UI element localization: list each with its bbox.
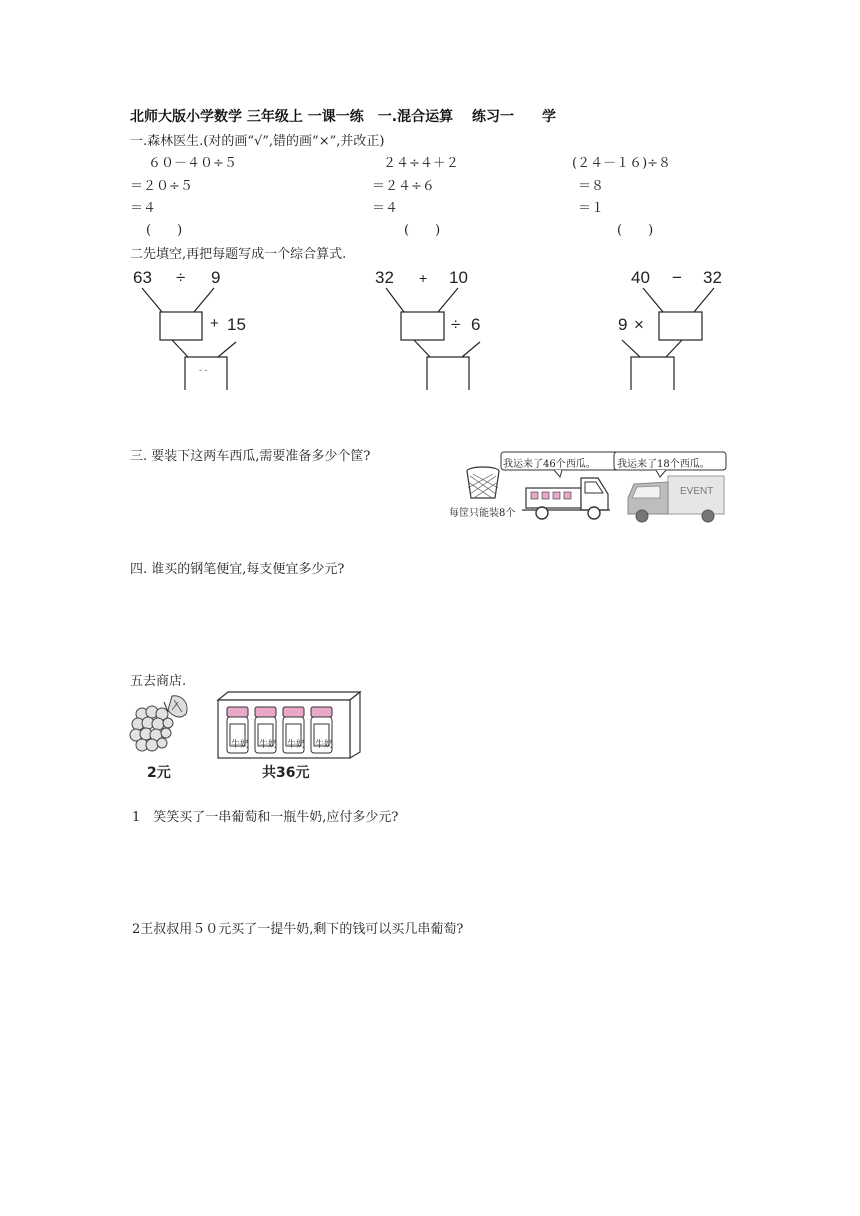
basket-icon — [467, 467, 499, 498]
milk-label-4: 牛奶 — [315, 740, 334, 750]
section4-question: 四. 谁买的钢笔便宜,每支便宜多少元? — [130, 562, 345, 577]
problem3-line3: ＝１ — [578, 201, 605, 216]
diagram1-lines — [130, 285, 250, 390]
problem2-line1: ２４÷４＋２ — [383, 156, 459, 171]
problem1-line3: ＝４ — [130, 201, 157, 216]
diagram3-blank-box[interactable] — [659, 312, 702, 340]
diagram2-b: 10 — [449, 268, 468, 287]
diagram2-result-box[interactable] — [427, 357, 469, 390]
section5-heading: 五去商店. — [130, 674, 187, 689]
diagram1-op2: + — [210, 315, 219, 332]
diagram2-a: 32 — [375, 268, 394, 287]
grape-price: 2元 — [147, 765, 171, 781]
bubble1-text: 我运来了46个西瓜。 — [503, 459, 596, 470]
problem2-answer-paren[interactable]: ( ) — [404, 223, 441, 238]
svg-text:- -: - - — [199, 365, 208, 375]
section2-heading: 二先填空,再把每题写成一个综合算式. — [130, 247, 347, 262]
diagram3-op1: − — [672, 268, 682, 287]
problem3-answer-paren[interactable]: ( ) — [617, 223, 654, 238]
diagram3-a: 40 — [631, 268, 650, 287]
section3-question: 三. 要装下这两车西瓜,需要准备多少个筐? — [130, 449, 371, 464]
diagram1-c: 15 — [227, 315, 246, 334]
problem2-line2: ＝２４÷６ — [372, 179, 435, 194]
basket-caption: 每筐只能装8个 — [449, 508, 516, 519]
problem2-line3: ＝４ — [372, 201, 399, 216]
diagram2-op2: ÷ — [451, 315, 461, 334]
bubble2-text: 我运来了18个西瓜。 — [617, 459, 710, 470]
diagram2-blank-box[interactable] — [401, 312, 444, 340]
section1-heading: 一.森林医生.(对的画“√”,错的画“×”,并改正) — [130, 134, 385, 149]
diagram1-a: 63 — [133, 268, 152, 287]
diagram2-c: 6 — [471, 315, 481, 334]
problem1-line1: ６０－４０÷５ — [148, 156, 237, 171]
problem3-line2: ＝８ — [578, 179, 605, 194]
milk-price: 共36元 — [262, 765, 310, 781]
truck-2-icon — [628, 476, 724, 522]
diagram1-blank-box[interactable] — [160, 312, 202, 340]
section5-question1: 1 笑笑买了一串葡萄和一瓶牛奶,应付多少元? — [132, 810, 399, 825]
milk-label-3: 牛奶 — [287, 740, 306, 750]
diagram3-op2: × — [634, 315, 644, 334]
problem1-line2: ＝２０÷５ — [130, 179, 193, 194]
diagram1-b: 9 — [211, 268, 221, 287]
problem1-answer-paren[interactable]: ( ) — [146, 223, 183, 238]
diagram3-b: 32 — [703, 268, 722, 287]
diagram3-c: 9 — [618, 315, 628, 334]
section5-question2: 2王叔叔用５０元买了一提牛奶,剩下的钱可以买几串葡萄? — [132, 922, 464, 937]
page-title: 北师大版小学数学 三年级上 一课一练 一.混合运算 练习一 学 — [130, 109, 556, 125]
grapes-icon — [130, 696, 187, 751]
diagram3-result-box[interactable] — [631, 357, 674, 390]
milk-label-2: 牛奶 — [259, 740, 278, 750]
truck-1-icon — [522, 478, 610, 519]
problem3-line1: (２４－１６)÷８ — [572, 156, 672, 171]
diagram1-op1: ÷ — [176, 268, 186, 287]
diagram3-lines — [610, 285, 730, 390]
truck2-label: EVENT — [680, 486, 714, 497]
diagram2-op1: + — [419, 270, 428, 286]
diagram2-lines — [372, 285, 492, 390]
milk-label-1: 牛奶 — [231, 740, 250, 750]
